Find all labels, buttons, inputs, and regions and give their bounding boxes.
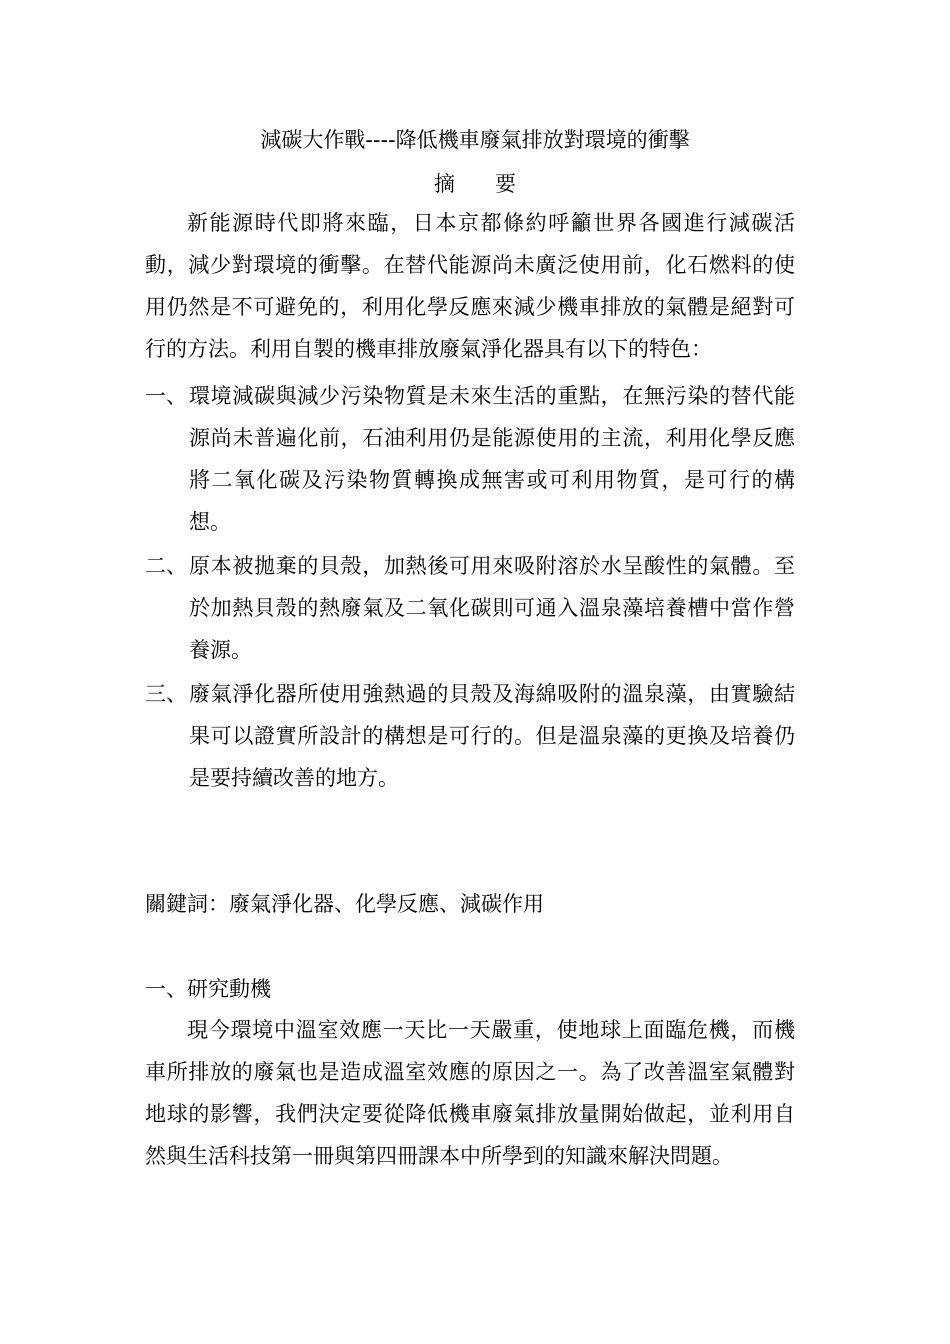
abstract-intro-paragraph: 新能源時代即將來臨，日本京都條約呼籲世界各國進行減碳活動，減少對環境的衝擊。在替代能源尚未廣泛使用前，化石燃料的使用仍然是不可避免的，利用化學反應來減少機車排放的氣體是絕對可行的方法。利用自製的機車排放廢氣淨化器具有以下的特色： [145, 211, 795, 361]
section-heading-motivation: 一、研究動機 [145, 977, 271, 1001]
feature-number: 二、 [145, 554, 187, 578]
keywords-line: 關鍵詞：廢氣淨化器、化學反應、減碳作用 [145, 892, 544, 916]
feature-text: 原本被拋棄的貝殼，加熱後可用來吸附溶於水呈酸性的氣體。至於加熱貝殼的熱廢氣及二氧化碳則可通入溫泉藻培養槽中當作營養源。 [189, 554, 795, 662]
abstract-heading: 摘要 [434, 172, 556, 196]
feature-item-3 [145, 673, 795, 799]
feature-number: 一、 [145, 384, 187, 408]
feature-text: 環境減碳與減少污染物質是未來生活的重點，在無污染的替代能源尚未普遍化前，石油利用仍是能源使用的主流，利用化學反應將二氧化碳及污染物質轉換成無害或可利用物質，是可行的構想。 [189, 384, 795, 534]
feature-item-1 [145, 375, 795, 543]
motivation-paragraph: 現今環境中溫室效應一天比一天嚴重，使地球上面臨危機，而機車所排放的廢氣也是造成溫室效應的原因之一。為了改善溫室氣體對地球的影響，我們決定要從降低機車廢氣排放量開始做起，並利用自然與生活科技第一冊與第四冊課本中所學到的知識來解決問題。 [145, 1018, 795, 1168]
feature-text: 廢氣淨化器所使用強熱過的貝殼及海綿吸附的溫泉藻，由實驗結果可以證實所設計的構想是可行的。但是溫泉藻的更換及培養仍是要持續改善的地方。 [189, 682, 795, 790]
document-title: 減碳大作戰----降低機車廢氣排放對環境的衝擊 [260, 128, 690, 152]
feature-number: 三、 [145, 682, 187, 706]
feature-item-2 [145, 545, 795, 671]
